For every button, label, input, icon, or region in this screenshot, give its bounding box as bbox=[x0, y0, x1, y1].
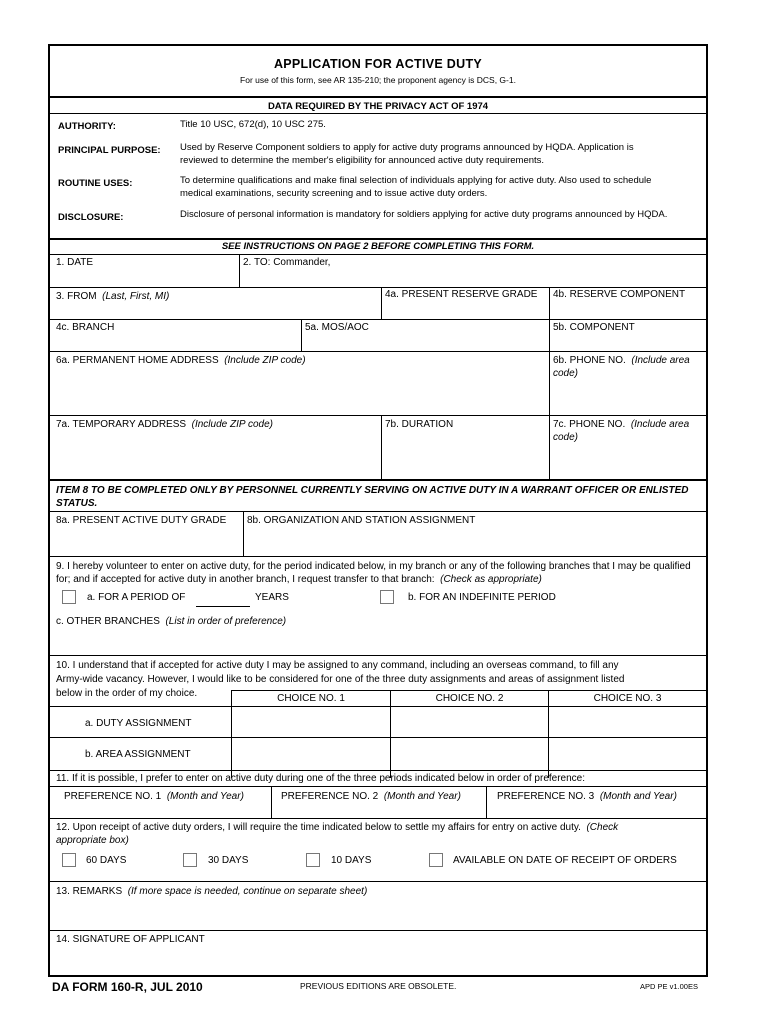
col-divider bbox=[381, 415, 382, 479]
perm-address-hint: (Include ZIP code) bbox=[224, 355, 306, 366]
item9-statement: 9. I hereby volunteer to enter on active duty, for the period indicated below, in my branch or any of the following branches that I may be qualified for; and if accepted for active duty in another branch, I request transfer to that branch: bbox=[56, 561, 691, 585]
phone-6b-hint: (Include area code) bbox=[553, 355, 690, 379]
privacy-heading-divider bbox=[50, 113, 706, 114]
active-duty-grade-field[interactable]: 8a. PRESENT ACTIVE DUTY GRADE bbox=[56, 515, 227, 526]
purpose-label: PRINCIPAL PURPOSE: bbox=[58, 145, 161, 156]
remarks-label: 13. REMARKS bbox=[56, 886, 123, 897]
temporary-address-field[interactable] bbox=[56, 418, 273, 431]
col-divider bbox=[549, 351, 550, 415]
purpose-text: Used by Reserve Component soldiers to apply for active duty programs announced by HQDA. Application is reviewed to determine the member's eligibility for announced active duty requirements. bbox=[180, 142, 634, 166]
row-divider bbox=[50, 511, 706, 512]
30-days-label: 30 DAYS bbox=[208, 855, 249, 866]
reserve-component-field[interactable]: 4b. RESERVE COMPONENT bbox=[553, 289, 686, 300]
period-checkbox[interactable] bbox=[62, 590, 76, 604]
branch-field[interactable]: 4c. BRANCH bbox=[56, 322, 115, 333]
30-days-checkbox[interactable] bbox=[183, 853, 197, 867]
choice-1-header: CHOICE NO. 1 bbox=[277, 693, 345, 704]
col-divider bbox=[381, 287, 382, 319]
preference-1-field[interactable] bbox=[64, 790, 244, 803]
remarks-field[interactable] bbox=[56, 885, 367, 898]
remarks-hint: (If more space is needed, continue on separate sheet) bbox=[127, 886, 368, 897]
signature-field[interactable]: 14. SIGNATURE OF APPLICANT bbox=[56, 934, 205, 945]
row-divider bbox=[50, 254, 706, 255]
duration-field[interactable]: 7b. DURATION bbox=[385, 419, 454, 430]
area-assignment-label: b. AREA ASSIGNMENT bbox=[85, 749, 191, 760]
row-divider bbox=[50, 770, 706, 771]
choice-header-top bbox=[231, 690, 706, 691]
row-divider bbox=[50, 881, 706, 882]
item11-text: 11. If it is possible, I prefer to enter on active duty during one of the three periods indicated below in order of preference: bbox=[56, 773, 586, 784]
privacy-heading: DATA REQUIRED BY THE PRIVACY ACT OF 1974 bbox=[267, 101, 489, 112]
row-divider bbox=[50, 415, 706, 416]
row-divider bbox=[50, 319, 706, 320]
preference-1-hint: (Month and Year) bbox=[166, 791, 244, 802]
row-divider bbox=[50, 786, 706, 787]
preference-2-hint: (Month and Year) bbox=[383, 791, 461, 802]
temp-address-label: 7a. TEMPORARY ADDRESS bbox=[56, 419, 187, 430]
preference-1-label: PREFERENCE NO. 1 bbox=[64, 791, 162, 802]
60-days-label: 60 DAYS bbox=[86, 855, 127, 866]
other-branches-field[interactable] bbox=[56, 615, 286, 628]
item12-statement: 12. Upon receipt of active duty orders, I will require the time indicated below to settle my affairs for entry on active duty. bbox=[56, 822, 581, 833]
indefinite-option-label: b. FOR AN INDEFINITE PERIOD bbox=[408, 592, 556, 603]
form-subtitle: For use of this form, see AR 135-210; the proponent agency is DCS, G-1. bbox=[240, 75, 516, 85]
10-days-checkbox[interactable] bbox=[306, 853, 320, 867]
other-branches-hint: (List in order of preference) bbox=[165, 616, 287, 627]
col-divider bbox=[239, 254, 240, 287]
editions-note: PREVIOUS EDITIONS ARE OBSOLETE. bbox=[300, 981, 457, 991]
item9-hint: (Check as appropriate) bbox=[440, 574, 542, 585]
row-divider bbox=[50, 818, 706, 819]
authority-label: AUTHORITY: bbox=[58, 121, 116, 132]
item9-text bbox=[56, 560, 696, 586]
choice-2-header: CHOICE NO. 2 bbox=[435, 693, 504, 704]
preference-3-label: PREFERENCE NO. 3 bbox=[497, 791, 595, 802]
row-divider bbox=[50, 706, 706, 707]
col-divider bbox=[549, 319, 550, 351]
item12-hint: (Check appropriate box) bbox=[56, 822, 619, 846]
row-divider bbox=[50, 737, 706, 738]
row-divider bbox=[50, 930, 706, 931]
form-id: DA FORM 160-R, JUL 2010 bbox=[52, 980, 203, 994]
organization-field[interactable]: 8b. ORGANIZATION AND STATION ASSIGNMENT bbox=[247, 515, 476, 526]
header-divider bbox=[50, 96, 706, 98]
row-divider bbox=[50, 556, 706, 557]
indefinite-checkbox[interactable] bbox=[380, 590, 394, 604]
10-days-label: 10 DAYS bbox=[331, 855, 372, 866]
available-checkbox[interactable] bbox=[429, 853, 443, 867]
item8-heading: ITEM 8 TO BE COMPLETED ONLY BY PERSONNEL CURRENTLY SERVING ON ACTIVE DUTY IN A WARRANT OFFICER OR ENLISTED STATUS. bbox=[56, 485, 689, 509]
preference-2-field[interactable] bbox=[281, 790, 461, 803]
col-divider bbox=[549, 287, 550, 319]
reserve-grade-field[interactable]: 4a. PRESENT RESERVE GRADE bbox=[385, 289, 538, 300]
application-form bbox=[48, 44, 708, 977]
authority-text: Title 10 USC, 672(d), 10 USC 275. bbox=[180, 119, 326, 130]
phone-7c-hint: (Include area code) bbox=[553, 419, 690, 443]
mos-field[interactable]: 5a. MOS/AOC bbox=[305, 322, 369, 333]
disclosure-label: DISCLOSURE: bbox=[58, 212, 124, 223]
col-divider bbox=[301, 319, 302, 351]
period-option-label: a. FOR A PERIOD OF bbox=[87, 592, 186, 603]
duty-assignment-label: a. DUTY ASSIGNMENT bbox=[85, 718, 192, 729]
disclosure-text: Disclosure of personal information is mandatory for soldiers applying for active duty programs announced by HQDA. bbox=[180, 209, 668, 220]
phone-6b-label: 6b. PHONE NO. bbox=[553, 355, 626, 366]
col-divider bbox=[549, 415, 550, 479]
years-label: YEARS bbox=[255, 592, 289, 603]
preference-2-label: PREFERENCE NO. 2 bbox=[281, 791, 379, 802]
version-note: APD PE v1.00ES bbox=[640, 982, 698, 991]
routine-label: ROUTINE USES: bbox=[58, 178, 133, 189]
row-divider bbox=[50, 351, 706, 352]
from-hint: (Last, First, MI) bbox=[102, 291, 170, 302]
col-divider bbox=[243, 511, 244, 556]
temp-address-hint: (Include ZIP code) bbox=[191, 419, 273, 430]
preference-3-field[interactable] bbox=[497, 790, 677, 803]
routine-text: To determine qualifications and make final selection of individuals applying for active duty. Also used to schedule medical examinations, security screening and to issue active duty orders. bbox=[180, 175, 652, 199]
form-title: APPLICATION FOR ACTIVE DUTY bbox=[273, 57, 483, 71]
years-input[interactable] bbox=[196, 606, 250, 607]
from-label: 3. FROM bbox=[56, 291, 97, 302]
col-divider bbox=[271, 786, 272, 818]
section-divider bbox=[50, 479, 706, 481]
item10-text: 10. I understand that if accepted for active duty I may be assigned to any command, including an overseas command, to fill any Army-wide vacancy. However, I would like to be considered for one of the three duty assignments and areas of assignment listed below in the order of my choice. bbox=[56, 660, 625, 699]
permanent-address-field[interactable] bbox=[56, 354, 306, 367]
choice-3-header: CHOICE NO. 3 bbox=[593, 693, 662, 704]
other-branches-label: c. OTHER BRANCHES bbox=[56, 616, 160, 627]
preference-3-hint: (Month and Year) bbox=[599, 791, 677, 802]
perm-address-label: 6a. PERMANENT HOME ADDRESS bbox=[56, 355, 219, 366]
available-label: AVAILABLE ON DATE OF RECEIPT OF ORDERS bbox=[453, 855, 677, 866]
instructions-note: SEE INSTRUCTIONS ON PAGE 2 BEFORE COMPLETING THIS FORM. bbox=[221, 241, 535, 252]
phone-7c-field[interactable] bbox=[553, 418, 703, 444]
60-days-checkbox[interactable] bbox=[62, 853, 76, 867]
to-field[interactable]: 2. TO: Commander, bbox=[243, 257, 331, 268]
phone-6b-field[interactable] bbox=[553, 354, 703, 380]
from-field[interactable] bbox=[56, 290, 169, 303]
phone-7c-label: 7c. PHONE NO. bbox=[553, 419, 626, 430]
item12-text bbox=[56, 821, 646, 847]
date-field[interactable]: 1. DATE bbox=[56, 257, 94, 268]
row-divider bbox=[50, 655, 706, 656]
col-divider bbox=[486, 786, 487, 818]
component-field[interactable]: 5b. COMPONENT bbox=[553, 322, 635, 333]
